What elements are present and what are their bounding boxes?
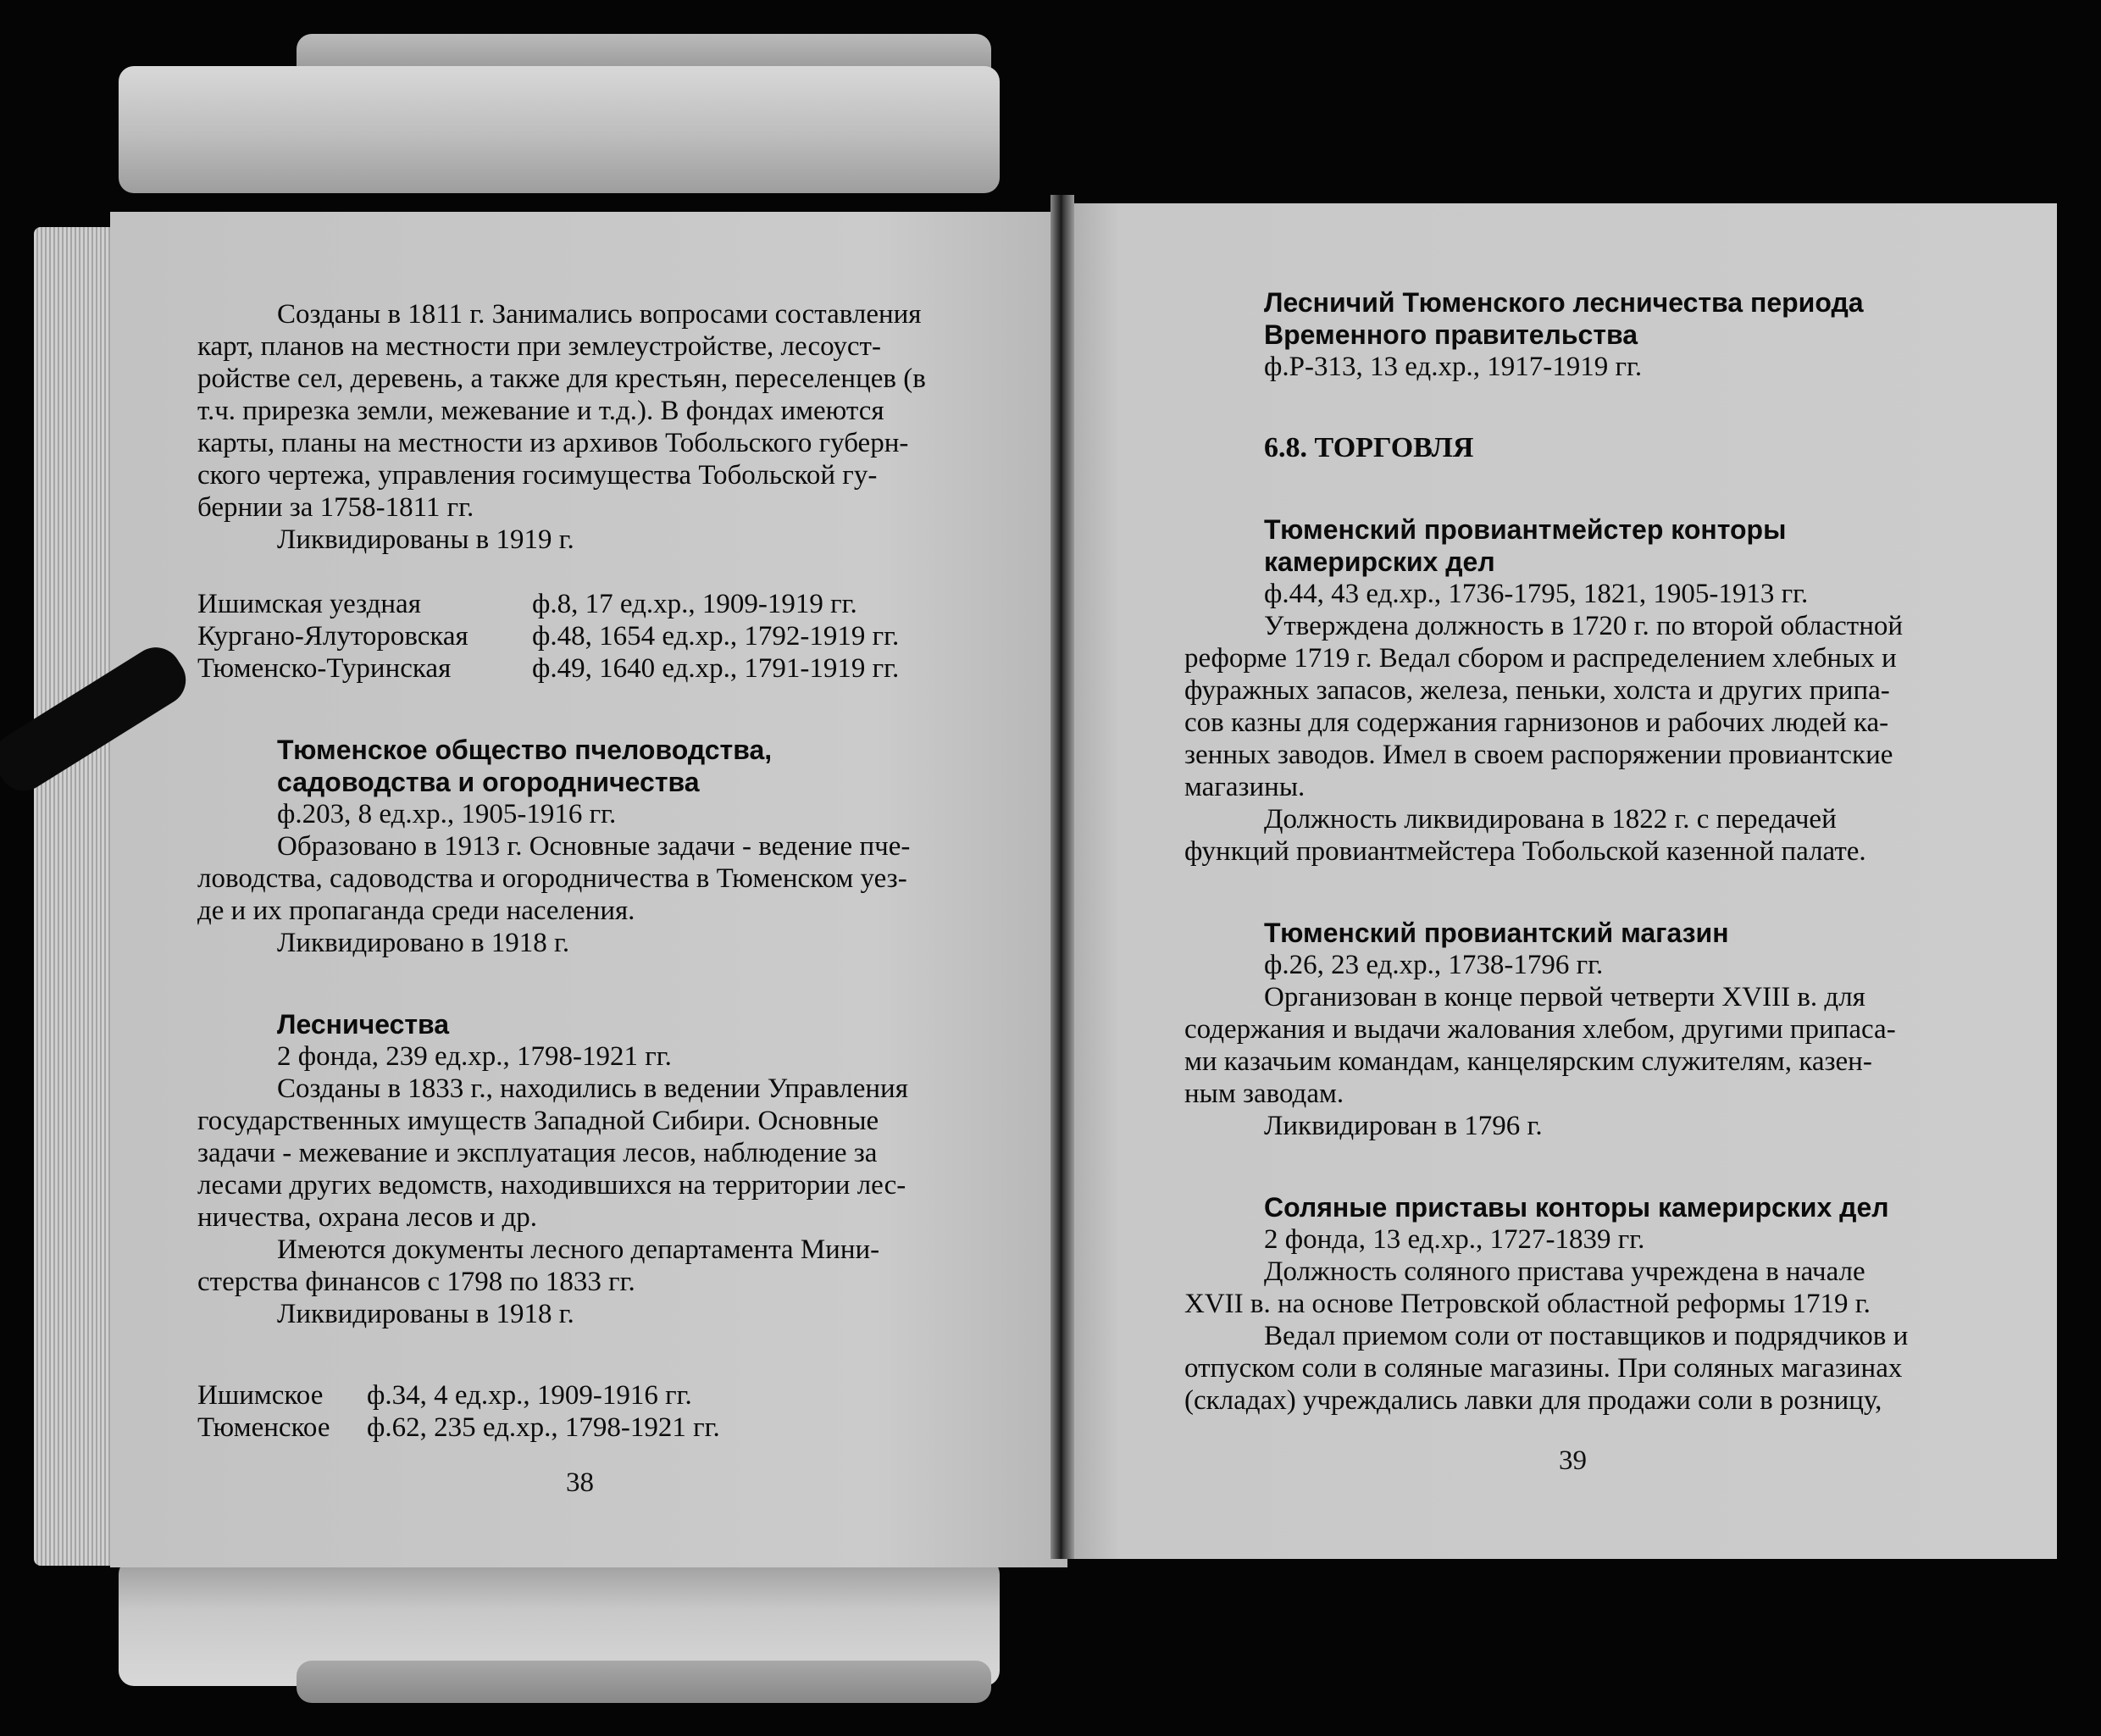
entry-heading: камерирских дел	[1264, 546, 1495, 577]
fund-reference: ф.44, 43 ед.хр., 1736-1795, 1821, 1905-1913 гг.	[1264, 579, 1809, 609]
text-line: Ликвидирован в 1796 г.	[1264, 1111, 1543, 1141]
text-line: государственных имуществ Западной Сибири. Основные	[197, 1106, 879, 1136]
text-line: Созданы в 1811 г. Занимались вопросами составления	[277, 299, 922, 330]
text-line: фуражных запасов, железа, пеньки, холста и других припа-	[1184, 675, 1890, 706]
text-line: Ликвидировано в 1918 г.	[277, 928, 570, 958]
fund-reference: ф.Р-313, 13 ед.хр., 1917-1919 гг.	[1264, 352, 1643, 382]
text-line: отпуском соли в соляные магазины. При соляных магазинах	[1184, 1353, 1903, 1384]
fund-row: Тюменское ф.62, 235 ед.хр., 1798-1921 гг.	[197, 1412, 720, 1443]
text-line: XVII в. на основе Петровской областной реформы 1719 г.	[1184, 1289, 1871, 1319]
fund-row: Тюменско-Туринская ф.49, 1640 ед.хр., 1791-1919 гг.	[197, 653, 900, 684]
page-number-left: 38	[566, 1467, 594, 1498]
text-line: ройстве сел, деревень, а также для крестьян, переселенцев (в	[197, 363, 926, 394]
text-line: ского чертежа, управления госимущества Тобольской гу-	[197, 460, 878, 491]
fund-reference: 2 фонда, 239 ед.хр., 1798-1921 гг.	[277, 1041, 672, 1072]
text-line: карт, планов на местности при землеустройстве, лесоуст-	[197, 331, 881, 362]
text-line: Ликвидированы в 1918 г.	[277, 1299, 574, 1329]
text-line: ловодства, садоводства и огородничества в Тюменском уез-	[197, 863, 907, 894]
entry-heading: Тюменское общество пчеловодства,	[277, 735, 773, 765]
text-line: лесами других ведомств, находившихся на территории лес-	[197, 1170, 906, 1201]
text-line: Образовано в 1913 г. Основные задачи - ведение пче-	[277, 831, 911, 862]
fund-reference: ф.26, 23 ед.хр., 1738-1796 гг.	[1264, 950, 1604, 980]
entry-heading: садоводства и огородничества	[277, 767, 700, 797]
section-title: 6.8. ТОРГОВЛЯ	[1264, 432, 1474, 463]
entry-heading: Временного правительства	[1264, 319, 1638, 350]
fund-reference: 2 фонда, 13 ед.хр., 1727-1839 гг.	[1264, 1224, 1645, 1255]
page-number-right: 39	[1559, 1445, 1587, 1476]
text-line: функций провиантмейстера Тобольской казенной палате.	[1184, 836, 1866, 867]
text-line: бернии за 1758-1811 гг.	[197, 492, 474, 523]
fund-row: Ишимская уездная ф.8, 17 ед.хр., 1909-1919 гг.	[197, 589, 857, 619]
fund-row: Ишимское ф.34, 4 ед.хр., 1909-1916 гг.	[197, 1380, 692, 1411]
right-page-text	[1184, 286, 1964, 1417]
fund-reference: ф.203, 8 ед.хр., 1905-1916 гг.	[277, 799, 617, 829]
text-line: Созданы в 1833 г., находились в ведении Управления	[277, 1073, 908, 1104]
text-line: магазины.	[1184, 772, 1306, 802]
text-line: т.ч. прирезка земли, межевание и т.д.). В фондах имеются	[197, 396, 884, 426]
text-line: реформе 1719 г. Ведал сбором и распределением хлебных и	[1184, 643, 1897, 674]
entry-heading: Лесничий Тюменского лесничества периода	[1264, 287, 1864, 318]
text-line: карты, планы на местности из архивов Тобольского губерн-	[197, 428, 909, 458]
text-line: (складах) учреждались лавки для продажи соли в розницу,	[1184, 1385, 1882, 1416]
book-stack-bottom-back	[297, 1661, 991, 1703]
text-line: сов казны для содержания гарнизонов и рабочих людей ка-	[1184, 707, 1889, 738]
left-page-text	[197, 298, 960, 1444]
text-line: Имеются документы лесного департамента Мини-	[277, 1234, 880, 1265]
page-edges	[34, 227, 122, 1566]
text-line: Должность соляного пристава учреждена в начале	[1264, 1256, 1865, 1287]
text-line: задачи - межевание и эксплуатация лесов, наблюдение за	[197, 1138, 878, 1168]
entry-heading: Тюменский провиантский магазин	[1264, 918, 1729, 948]
fund-row: Кургано-Ялуторовская ф.48, 1654 ед.хр., 1792-1919 гг.	[197, 621, 900, 652]
text-line: де и их пропаганда среди населения.	[197, 896, 635, 926]
book-gutter	[1050, 195, 1074, 1559]
text-line: зенных заводов. Имел в своем распоряжении провиантские	[1184, 740, 1893, 770]
entry-heading: Соляные приставы конторы камерирских дел	[1264, 1192, 1889, 1223]
entry-heading: Лесничества	[277, 1009, 450, 1040]
text-line: Ведал приемом соли от поставщиков и подрядчиков и	[1264, 1321, 1909, 1351]
text-line: Утверждена должность в 1720 г. по второй областной	[1264, 611, 1904, 641]
text-line: Организован в конце первой четверти XVIII в. для	[1264, 982, 1865, 1012]
text-line: ничества, охрана лесов и др.	[197, 1202, 537, 1233]
text-line: содержания и выдачи жалования хлебом, другими припаса-	[1184, 1014, 1896, 1045]
text-line: Должность ликвидирована в 1822 г. с передачей	[1264, 804, 1837, 835]
book-stack-top	[119, 66, 1000, 193]
text-line: стерства финансов с 1798 по 1833 гг.	[197, 1267, 635, 1297]
entry-heading: Тюменский провиантмейстер конторы	[1264, 514, 1787, 545]
text-line: Ликвидированы в 1919 г.	[277, 524, 574, 555]
text-line: ным заводам.	[1184, 1079, 1344, 1109]
text-line: ми казачьим командам, канцелярским служителям, казен-	[1184, 1046, 1872, 1077]
